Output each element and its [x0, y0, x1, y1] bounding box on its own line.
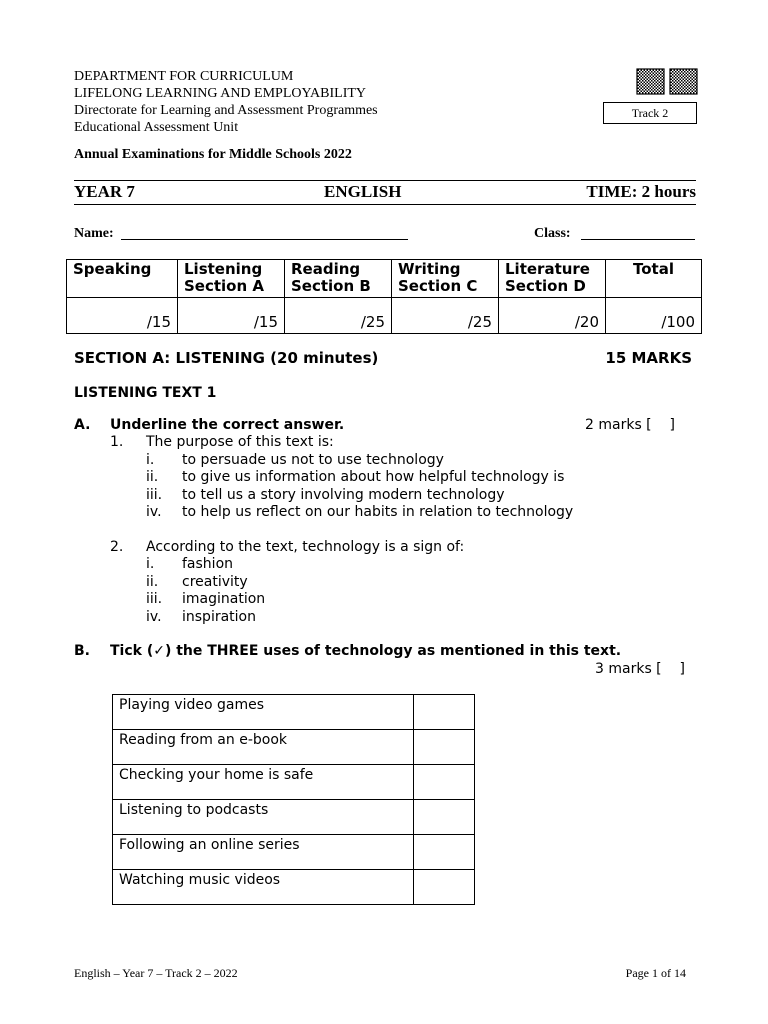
- marks-cell-total[interactable]: /100: [606, 298, 702, 334]
- exam-title: Annual Examinations for Middle Schools 2022: [74, 147, 352, 162]
- col-sublabel: Section A: [184, 277, 264, 295]
- option-text[interactable]: fashion: [182, 556, 234, 572]
- section-a-title: SECTION A: LISTENING (20 minutes): [74, 349, 379, 367]
- section-a-marks: 15 MARKS: [605, 349, 692, 367]
- question-a-instruction: Underline the correct answer.: [110, 417, 345, 433]
- option-num: iv.: [146, 609, 162, 625]
- tick-option-label: Checking your home is safe: [113, 765, 414, 800]
- tick-box[interactable]: [414, 730, 475, 765]
- header-line-4: Educational Assessment Unit: [74, 120, 239, 135]
- time-label: TIME: 2 hours: [586, 182, 696, 201]
- header-line-3: Directorate for Learning and Assessment Programmes: [74, 103, 378, 118]
- header-line-2: LIFELONG LEARNING AND EMPLOYABILITY: [74, 86, 367, 101]
- question-a1-stem: The purpose of this text is:: [146, 434, 334, 450]
- tick-option-label: Listening to podcasts: [113, 800, 414, 835]
- tick-row: [113, 695, 475, 730]
- marks-table-header-row: [67, 260, 702, 298]
- col-label: Total: [633, 260, 674, 278]
- tick-row: [113, 765, 475, 800]
- marks-cell-listening[interactable]: /15: [178, 298, 285, 334]
- tick-box[interactable]: [414, 695, 475, 730]
- col-label: Listening: [184, 260, 263, 278]
- name-field[interactable]: [121, 239, 408, 240]
- option-text[interactable]: creativity: [182, 574, 248, 590]
- marks-col-writing: [392, 260, 499, 298]
- year-label: YEAR 7: [74, 182, 135, 201]
- tick-row: [113, 870, 475, 905]
- department-header: [74, 68, 378, 136]
- title-rule-top: [74, 180, 696, 181]
- option-text[interactable]: to persuade us not to use technology: [182, 452, 444, 468]
- option-num: ii.: [146, 469, 159, 485]
- class-field[interactable]: [581, 239, 695, 240]
- tick-box[interactable]: [414, 835, 475, 870]
- option-text[interactable]: inspiration: [182, 609, 256, 625]
- subject-label: ENGLISH: [324, 182, 402, 201]
- col-label: Writing: [398, 260, 461, 278]
- option-num: i.: [146, 556, 155, 572]
- option-num: i.: [146, 452, 155, 468]
- option-num: iii.: [146, 591, 163, 607]
- marks-cell-literature[interactable]: /20: [499, 298, 606, 334]
- col-label: Reading: [291, 260, 361, 278]
- col-sublabel: Section C: [398, 277, 478, 295]
- option-text[interactable]: to help us reflect on our habits in relation to technology: [182, 504, 574, 520]
- col-label: Speaking: [73, 260, 152, 278]
- tick-option-label: Watching music videos: [113, 870, 414, 905]
- tick-box[interactable]: [414, 870, 475, 905]
- footer-page-number: Page 1 of 14: [625, 966, 686, 980]
- marks-table: [66, 259, 702, 334]
- department-logo: [636, 68, 698, 95]
- tick-box[interactable]: [414, 800, 475, 835]
- name-label: Name:: [74, 226, 114, 241]
- tick-option-label: Following an online series: [113, 835, 414, 870]
- option-num: ii.: [146, 574, 159, 590]
- track-label: Track 2: [603, 102, 697, 124]
- marks-cell-speaking[interactable]: /15: [67, 298, 178, 334]
- option-num: iv.: [146, 504, 162, 520]
- question-a1-num: 1.: [110, 434, 124, 450]
- question-b-marks[interactable]: 3 marks [ ]: [595, 661, 685, 677]
- tick-option-label: Playing video games: [113, 695, 414, 730]
- tick-row: [113, 730, 475, 765]
- tick-table: [112, 694, 475, 905]
- title-rule-bottom: [74, 204, 696, 205]
- marks-col-total: [606, 260, 702, 298]
- marks-col-reading: [285, 260, 392, 298]
- question-a-letter: A.: [74, 417, 91, 433]
- marks-cell-reading[interactable]: /25: [285, 298, 392, 334]
- question-b-instruction: Tick (✓) the THREE uses of technology as mentioned in this text.: [110, 643, 622, 659]
- option-num: iii.: [146, 487, 163, 503]
- marks-col-literature: [499, 260, 606, 298]
- header-line-1: DEPARTMENT FOR CURRICULUM: [74, 69, 294, 84]
- option-text[interactable]: to give us information about how helpful technology is: [182, 469, 565, 485]
- col-sublabel: Section D: [505, 277, 586, 295]
- col-label: Literature: [505, 260, 590, 278]
- col-sublabel: Section B: [291, 277, 371, 295]
- marks-col-speaking: [67, 260, 178, 298]
- question-a-marks[interactable]: 2 marks [ ]: [585, 417, 675, 433]
- option-text[interactable]: imagination: [182, 591, 266, 607]
- footer-document-label: English – Year 7 – Track 2 – 2022: [74, 966, 238, 980]
- marks-cell-writing[interactable]: /25: [392, 298, 499, 334]
- marks-table-values-row: [67, 298, 702, 334]
- class-label: Class:: [534, 226, 571, 241]
- marks-col-listening: [178, 260, 285, 298]
- tick-option-label: Reading from an e-book: [113, 730, 414, 765]
- question-a2-num: 2.: [110, 539, 124, 555]
- tick-row: [113, 835, 475, 870]
- tick-row: [113, 800, 475, 835]
- listening-text-title: LISTENING TEXT 1: [74, 385, 217, 401]
- tick-box[interactable]: [414, 765, 475, 800]
- option-text[interactable]: to tell us a story involving modern technology: [182, 487, 505, 503]
- question-a2-stem: According to the text, technology is a sign of:: [146, 539, 465, 555]
- question-b-letter: B.: [74, 643, 90, 659]
